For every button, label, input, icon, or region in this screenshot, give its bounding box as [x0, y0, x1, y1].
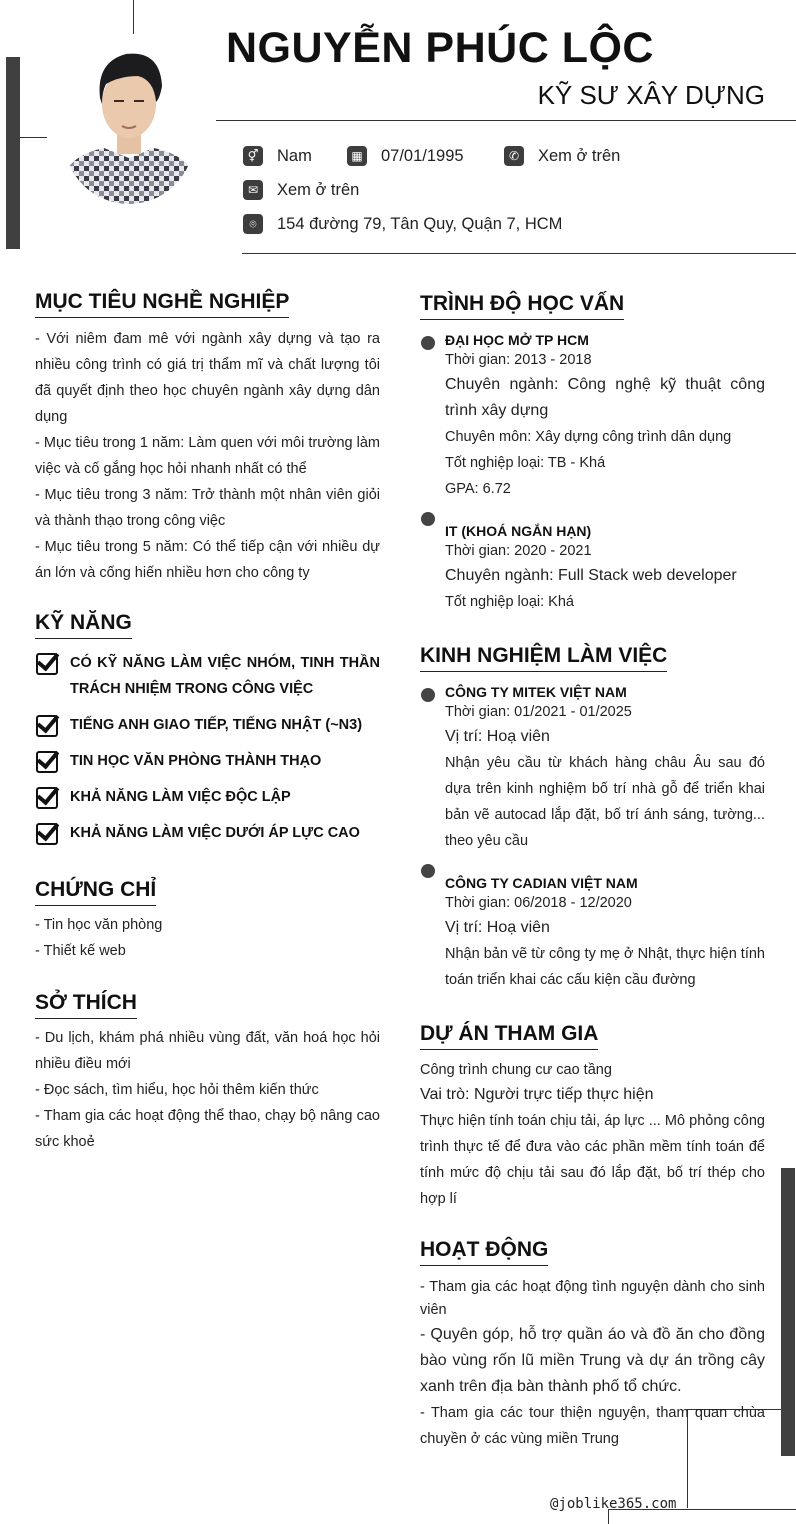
- experience-section: [420, 644, 765, 672]
- objective-line: - Mục tiêu trong 3 năm: Trở thành một nhân viên giỏi và thành thạo trong công việc: [35, 487, 380, 529]
- objective-line: - Mục tiêu trong 5 năm: Có thể tiếp cận với nhiều dự án lớn và cống hiến nhiều hơn cho công ty: [35, 539, 380, 581]
- gender-icon: ⚥: [243, 146, 263, 166]
- experience-entry: [445, 684, 765, 854]
- check-icon: [36, 653, 58, 675]
- experience-desc: Nhận bản vẽ từ công ty mẹ ở Nhật, thực hiện tính toán triển khai các cấu kiện cầu đường: [445, 946, 765, 988]
- certificate-item: - Thiết kế web: [35, 943, 126, 959]
- education-section: [420, 292, 765, 320]
- check-icon: [36, 787, 58, 809]
- calendar-icon: ▦: [347, 146, 367, 166]
- phone-icon: ✆: [504, 146, 524, 166]
- certificates-section: [35, 878, 380, 964]
- activities-heading: HOẠT ĐỘNG: [420, 1238, 548, 1266]
- hobbies-heading: SỞ THÍCH: [35, 991, 137, 1019]
- skill-item: TIẾNG ANH GIAO TIẾP, TIẾNG NHẬT (~N3): [70, 717, 363, 733]
- project-role: Vai trò: Người trực tiếp thực hiện: [420, 1086, 654, 1103]
- email-icon: ✉: [243, 180, 263, 200]
- experience-role: Vị trí: Hoạ viên: [445, 919, 550, 936]
- projects-heading: DỰ ÁN THAM GIA: [420, 1022, 598, 1050]
- hobby-line: - Du lịch, khám phá nhiều vùng đất, văn hoá học hỏi nhiều điều mới: [35, 1030, 380, 1072]
- experience-entry: [445, 875, 765, 993]
- address-value: 154 đường 79, Tân Quy, Quận 7, HCM: [277, 214, 563, 233]
- company-name: CÔNG TY CADIAN VIỆT NAM: [445, 875, 638, 891]
- experience-time: Thời gian: 01/2021 - 01/2025: [445, 704, 632, 720]
- info-rule: [242, 253, 796, 254]
- activities-section: [420, 1238, 765, 1452]
- experience-time: Thời gian: 06/2018 - 12/2020: [445, 895, 632, 911]
- certificates-heading: CHỨNG CHỈ: [35, 878, 156, 906]
- education-time: Thời gian: 2013 - 2018: [445, 352, 592, 368]
- left-horizontal-line: [20, 137, 47, 138]
- hobbies-section: [35, 991, 380, 1155]
- timeline-dot: [421, 864, 435, 878]
- phone-info: [504, 146, 620, 166]
- school-name: IT (KHOÁ NGẮN HẠN): [445, 523, 592, 539]
- objective-line: - Mục tiêu trong 1 năm: Làm quen với môi trường làm việc và cố gắng học hỏi nhanh nhất có thể: [35, 435, 380, 477]
- objective-section: [35, 290, 380, 586]
- job-title: KỸ SƯ XÂY DỰNG: [537, 80, 765, 110]
- hobby-line: - Tham gia các hoạt động thể thao, chạy bộ nâng cao sức khoẻ: [35, 1108, 380, 1150]
- education-time: Thời gian: 2020 - 2021: [445, 543, 592, 559]
- timeline-dot: [421, 512, 435, 526]
- project-desc: Thực hiện tính toán chịu tải, áp lực ... Mô phỏng công trình thực tế để đưa vào các phần mềm tính toán để tính mức độ chịu tải sau đó lắp đặt, bố trí thép cho hợp lí: [420, 1113, 765, 1207]
- projects-section: [420, 1022, 765, 1212]
- email-info: [243, 180, 359, 200]
- dob-value: 07/01/1995: [381, 146, 464, 165]
- skill-item: TIN HỌC VĂN PHÒNG THÀNH THẠO: [70, 753, 322, 769]
- experience-heading: KINH NGHIỆM LÀM VIỆC: [420, 644, 667, 672]
- education-grade: Tốt nghiệp loại: TB - Khá: [445, 455, 606, 471]
- activity-line: - Tham gia các tour thiện nguyện, tham quan chùa chuyền ở các vùng miền Trung: [420, 1405, 765, 1447]
- activity-line: - Tham gia các hoạt động tình nguyện dành cho sinh viên: [420, 1279, 765, 1318]
- check-icon: [36, 715, 58, 737]
- skill-item: KHẢ NĂNG LÀM VIỆC DƯỚI ÁP LỰC CAO: [70, 825, 360, 841]
- objective-line: - Với niêm đam mê với ngành xây dựng và tạo ra nhiều công trình có giá trị thẩm mĩ và chất lượng tôi đã quyết định theo học chuyên ngành xây dựng dân dụng: [35, 331, 380, 425]
- activity-line: - Quyên góp, hỗ trợ quần áo và đồ ăn cho đồng bào vùng rốn lũ miền Trung và dự án trồng cây xanh trên địa bàn thành phố tổ chức.: [420, 1326, 765, 1395]
- education-subject: Chuyên môn: Xây dựng công trình dân dụng: [445, 429, 732, 445]
- title-rule: [216, 120, 796, 121]
- gender-value: Nam: [277, 146, 312, 165]
- company-name: CÔNG TY MITEK VIỆT NAM: [445, 684, 627, 700]
- avatar: [64, 46, 194, 204]
- education-gpa: GPA: 6.72: [445, 481, 511, 497]
- objective-heading: MỤC TIÊU NGHỀ NGHIỆP: [35, 290, 289, 318]
- skills-section: [35, 611, 380, 639]
- education-entry: [445, 332, 765, 502]
- hobby-line: - Đọc sách, tìm hiểu, học hỏi thêm kiến thức: [35, 1082, 319, 1098]
- education-heading: TRÌNH ĐỘ HỌC VẤN: [420, 292, 624, 320]
- skills-heading: KỸ NĂNG: [35, 611, 132, 639]
- skill-item: CÓ KỸ NĂNG LÀM VIỆC NHÓM, TINH THẦN TRÁCH NHIỆM TRONG CÔNG VIỆC: [70, 655, 380, 697]
- email-value: Xem ở trên: [277, 180, 360, 199]
- experience-desc: Nhận yêu cầu từ khách hàng châu Âu sau đó dựa trên kinh nghiệm bố trí nhà gỗ để triển khai bản vẽ autocad lắp đặt, bố trí ánh sáng, tường... theo yêu cầu: [445, 755, 765, 849]
- address-info: [243, 214, 562, 234]
- education-grade: Tốt nghiệp loại: Khá: [445, 594, 574, 610]
- certificate-item: - Tin học văn phòng: [35, 917, 163, 933]
- dob-info: [347, 146, 464, 166]
- check-icon: [36, 823, 58, 845]
- timeline-dot: [421, 336, 435, 350]
- gender-info: [243, 146, 312, 166]
- candidate-name: NGUYỄN PHÚC LỘC: [226, 24, 654, 72]
- check-icon: [36, 751, 58, 773]
- experience-role: Vị trí: Hoạ viên: [445, 728, 550, 745]
- right-accent-bar: [781, 1168, 795, 1456]
- skill-item: KHẢ NĂNG LÀM VIỆC ĐỘC LẬP: [70, 789, 291, 805]
- top-vertical-line: [133, 0, 134, 34]
- project-name: Công trình chung cư cao tầng: [420, 1062, 612, 1078]
- watermark: @joblike365.com: [550, 1496, 677, 1512]
- left-accent-bar: [6, 57, 20, 249]
- education-major: Chuyên ngành: Công nghệ kỹ thuật công trình xây dựng: [445, 376, 765, 419]
- education-entry: [445, 523, 765, 615]
- location-icon: ⌾: [243, 214, 263, 234]
- phone-value: Xem ở trên: [538, 146, 621, 165]
- timeline-dot: [421, 688, 435, 702]
- school-name: ĐẠI HỌC MỞ TP HCM: [445, 332, 589, 348]
- education-major: Chuyên ngành: Full Stack web developer: [445, 567, 737, 584]
